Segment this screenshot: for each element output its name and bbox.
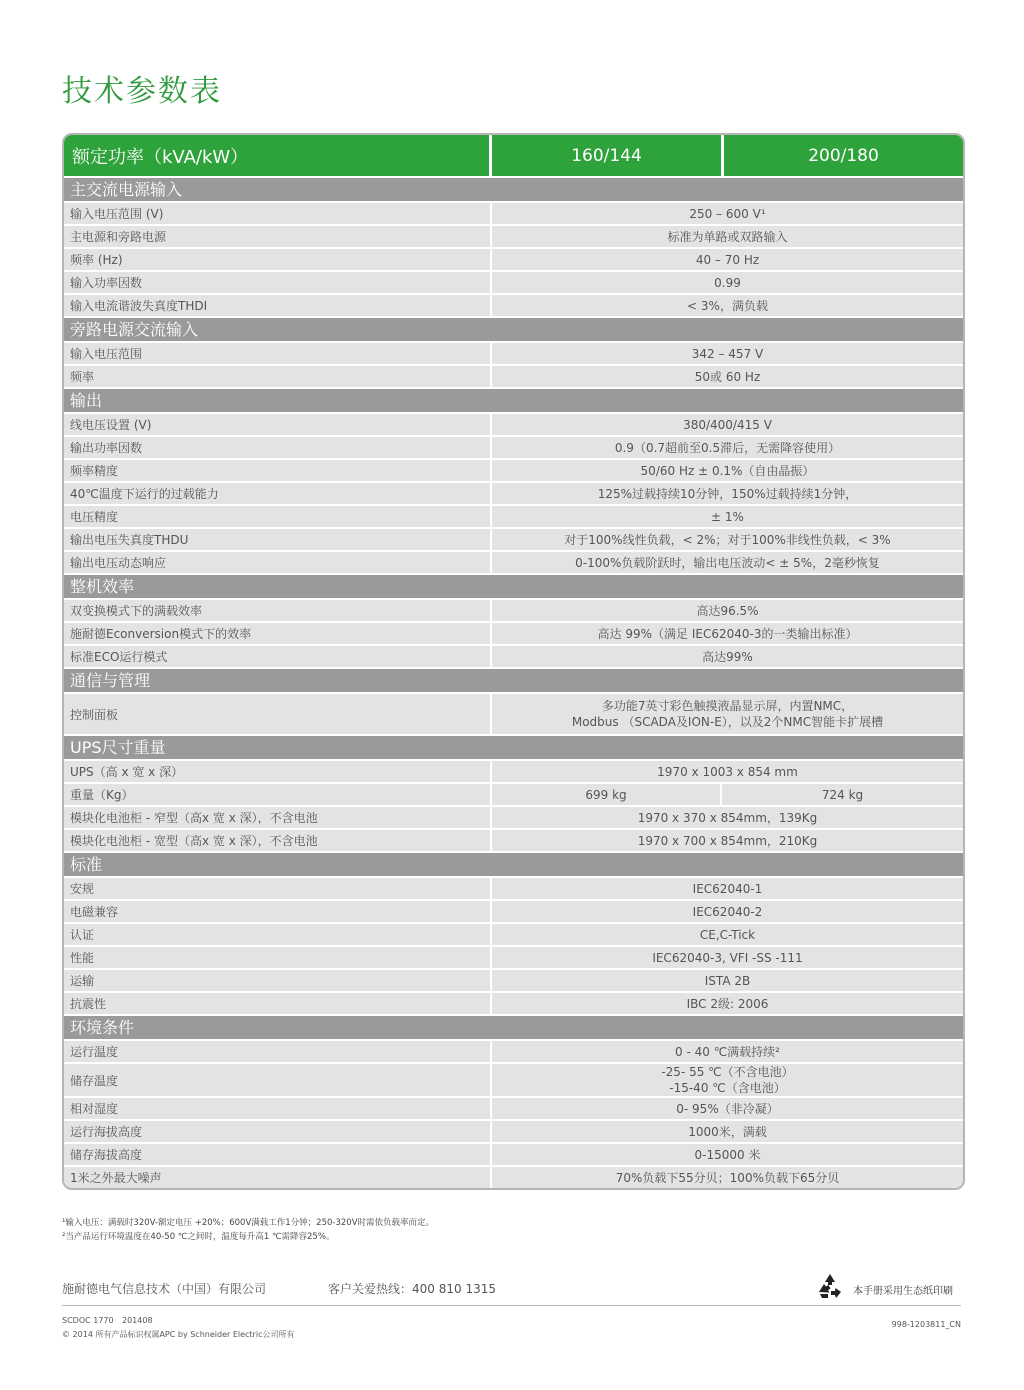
table-row [64,293,963,316]
row-label: 模块化电池柜 - 窄型（高x 宽 x 深），不含电池 [64,807,492,828]
table-row [64,201,963,224]
row-label: 线电压设置 (V) [64,414,492,435]
row-value: 125%过载持续10分钟，150%过载持续1分钟， [597,486,858,501]
row-value: 380/400/415 V [683,417,772,432]
table-row [64,1165,963,1188]
weight-model-160: 699 kg [492,784,722,805]
row-value: 1970 x 700 x 854mm，210Kg [637,833,818,848]
table-row [64,1039,963,1062]
company-name: 施耐德电气信息技术（中国）有限公司 [62,1282,267,1296]
row-label: 运输 [64,970,492,991]
section-bypass: 旁路电源交流输入 [64,316,963,341]
section-ac-input: 主交流电源输入 [64,176,963,201]
table-row [64,922,963,945]
row-value: ISTA 2B [704,973,751,988]
table-row [64,598,963,621]
copyright: © 2014 所有产品标识权属APC by Schneider Electric公司所有 [62,1330,295,1339]
row-label: 频率 (Hz) [64,249,492,270]
value-line: 多功能7英寸彩色触摸液晶显示屏，内置NMC， [601,699,854,713]
table-row [64,782,963,805]
table-row [64,412,963,435]
row-label: 运行海拔高度 [64,1121,492,1142]
row-label: 运行温度 [64,1041,492,1062]
value-line: -25- 55 ℃（不含电池） [661,1065,794,1079]
row-label: 双变换模式下的满载效率 [64,600,492,621]
row-label: 输入电压范围 [64,343,492,364]
section-communication: 通信与管理 [64,667,963,692]
table-row [64,550,963,573]
table-row [64,1142,963,1165]
row-label: 抗震性 [64,993,492,1014]
footer-divider [62,1305,961,1306]
row-label: 输出电压动态响应 [64,552,492,573]
row-value: 1970 x 1003 x 854 mm [657,764,798,779]
table-row [64,481,963,504]
row-value: ± 1% [711,509,744,524]
row-value: 高达99% [702,649,753,664]
row-label: 输入电压范围 (V) [64,203,492,224]
row-value: CE,C-Tick [699,927,756,942]
row-label: 控制面板 [64,694,492,734]
table-row [64,364,963,387]
table-row [64,341,963,364]
row-label: 电压精度 [64,506,492,527]
section-efficiency: 整机效率 [64,573,963,598]
table-row [64,828,963,851]
customer-hotline: 客户关爱热线：400 810 1315 [328,1282,496,1296]
weight-model-200: 724 kg [821,787,864,802]
row-label: UPS（高 x 宽 x 深） [64,761,492,782]
row-value: IEC62040-3, VFI -SS -111 [652,950,803,965]
table-row [64,968,963,991]
table-row [64,876,963,899]
row-value [492,1064,963,1096]
row-label: 1米之外最大噪声 [64,1167,492,1188]
row-value: 1000米，满载 [688,1124,767,1139]
row-label: 输入功率因数 [64,272,492,293]
table-row [64,527,963,550]
row-label: 安规 [64,878,492,899]
table-row [64,759,963,782]
table-row [64,644,963,667]
row-value: IEC62040-1 [692,881,763,896]
row-value: 1970 x 370 x 854mm，139Kg [637,810,818,825]
table-header [64,135,963,176]
header-model-160: 160/144 [492,135,724,176]
row-value: 40 – 70 Hz [695,252,760,267]
row-value: 0-100%负载阶跃时，输出电压波动< ± 5%，2毫秒恢复 [575,555,880,570]
row-label: 相对湿度 [64,1098,492,1119]
row-label: 输出功率因数 [64,437,492,458]
table-row [64,247,963,270]
section-standards: 标准 [64,851,963,876]
table-row [64,458,963,481]
table-row [64,270,963,293]
row-value: IEC62040-2 [692,904,763,919]
eco-paper-note: 本手册采用生态纸印刷 [853,1286,953,1297]
table-row [64,805,963,828]
row-value: 50或 60 Hz [694,369,761,384]
row-value: 50/60 Hz ± 0.1%（自由晶振） [640,463,815,478]
table-row [64,621,963,644]
row-label: 电磁兼容 [64,901,492,922]
row-value: 0.9（0.7超前至0.5滞后，无需降容使用） [614,440,841,455]
row-label: 频率精度 [64,460,492,481]
row-value: 342 – 457 V [691,346,764,361]
table-row [64,1119,963,1142]
row-value: 高达 99%（满足 IEC62040-3的一类输出标准） [597,626,858,641]
document-code: SCDOC 1770 [62,1316,114,1325]
footnote-1: ¹输入电压：满载时320V-额定电压 +20%；600V满载工作1分钟；250-320V时需依负载率而定。 [62,1218,435,1228]
row-label: 40℃温度下运行的过载能力 [64,483,492,504]
value-line: -15-40 ℃（含电池） [669,1081,786,1095]
footnotes [62,1216,434,1244]
row-value: < 3%，满负载 [687,298,768,313]
row-value: IBC 2级: 2006 [686,996,769,1011]
table-row [64,945,963,968]
section-output: 输出 [64,387,963,412]
table-row [64,1062,963,1096]
row-value: 对于100%线性负载，< 2%；对于100%非线性负载，< 3% [564,532,891,547]
row-value: 标准为单路或双路输入 [667,229,788,244]
table-row [64,991,963,1014]
row-label: 性能 [64,947,492,968]
row-label: 认证 [64,924,492,945]
row-label: 储存海拔高度 [64,1144,492,1165]
table-row [64,224,963,247]
row-label: 主电源和旁路电源 [64,226,492,247]
row-value: 250 – 600 V¹ [689,206,766,221]
footnote-2: ²当产品运行环境温度在40-50 ℃之间时，温度每升高1 ℃需降容25%。 [62,1232,335,1242]
row-value [492,694,963,734]
row-label: 重量（Kg） [64,784,492,805]
recycle-icon [816,1272,844,1300]
table-row [64,435,963,458]
section-environment: 环境条件 [64,1014,963,1039]
spec-table [62,133,965,1190]
section-dimensions: UPS尺寸重量 [64,734,963,759]
row-value: 0-15000 米 [694,1147,761,1162]
value-line: Modbus （SCADA及ION-E），以及2个NMC智能卡扩展槽 [571,715,884,729]
header-rated-power: 额定功率（kVA/kW） [64,135,492,176]
row-value: 0 - 40 ℃满载持续² [675,1044,780,1059]
row-label: 模块化电池柜 - 宽型（高x 宽 x 深），不含电池 [64,830,492,851]
row-value: 0.99 [714,275,741,290]
table-row [64,899,963,922]
page-title: 技术参数表 [62,74,222,109]
row-label: 储存温度 [64,1064,492,1096]
header-model-200: 200/180 [808,145,879,166]
row-label: 频率 [64,366,492,387]
row-label: 施耐德Econversion模式下的效率 [64,623,492,644]
table-row [64,692,963,734]
row-value: 高达96.5% [696,603,759,618]
document-date: 201408 [122,1316,153,1325]
document-number: 998-1203811_CN [891,1320,961,1329]
table-row [64,504,963,527]
row-value: 70%负载下55分贝；100%负载下65分贝 [615,1170,840,1185]
row-value: 0- 95%（非冷凝） [676,1101,779,1116]
row-label: 输出电压失真度THDU [64,529,492,550]
row-label: 输入电流谐波失真度THDI [64,295,492,316]
table-row [64,1096,963,1119]
row-label: 标准ECO运行模式 [64,646,492,667]
